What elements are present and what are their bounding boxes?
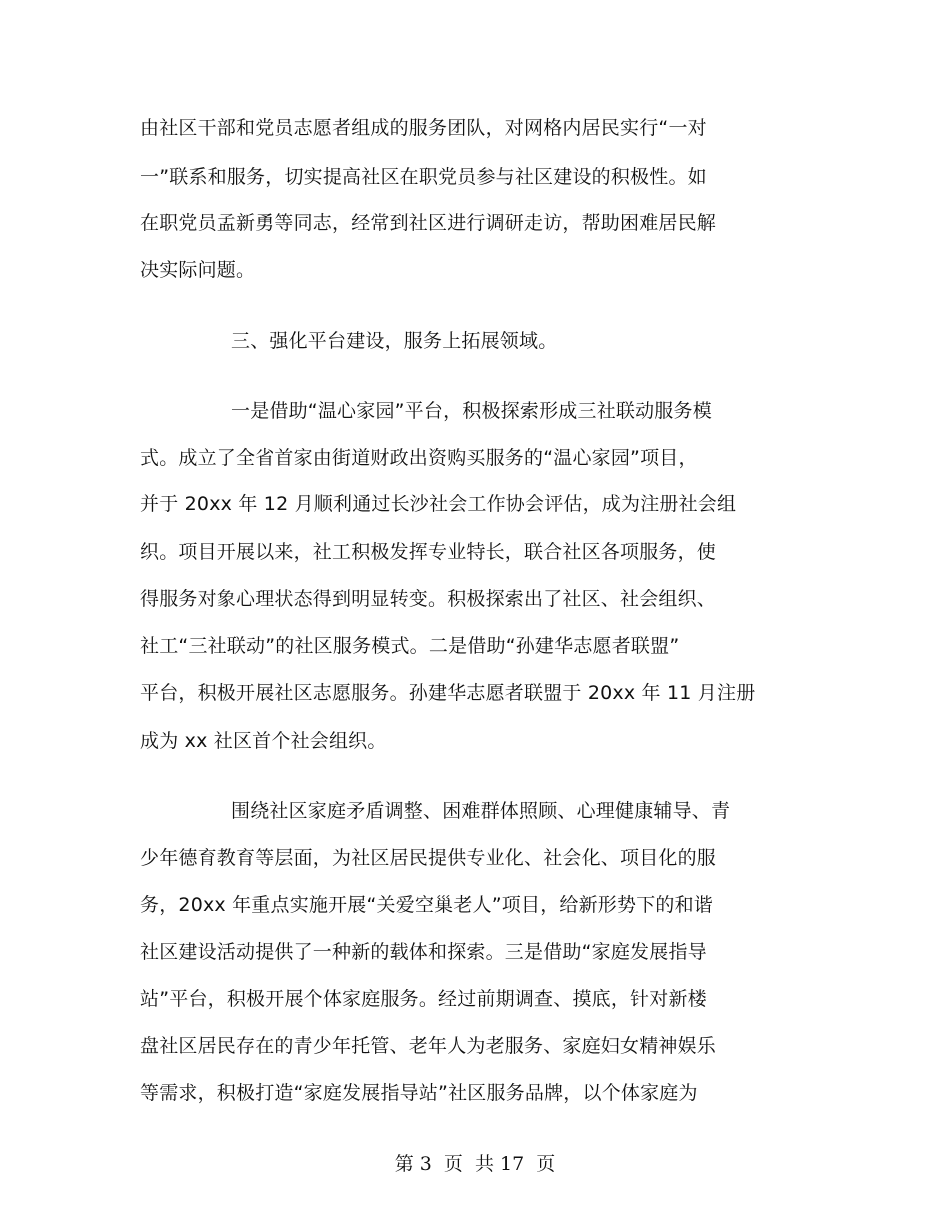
text-line: 盘社区居民存在的青少年托管、老年人为老服务、家庭妇女精神娱乐 [140,1035,717,1057]
page-footer: 第 3 页 共 17 页 [394,1153,556,1175]
text-line: 成为 xx 社区首个社会组织。 [140,730,387,752]
text-line: 围绕社区家庭矛盾调整、困难群体照顾、心理健康辅导、青 [231,800,731,822]
text-line: 得服务对象心理状态得到明显转变。积极探索出了社区、社会组织、 [140,588,717,610]
text-line: 平台，积极开展社区志愿服务。孙建华志愿者联盟于 20xx 年 11 月注册 [140,682,756,704]
text-line: 织。项目开展以来，社工积极发挥专业特长，联合社区各项服务，使 [140,541,717,563]
text-line: 由社区干部和党员志愿者组成的服务团队，对网格内居民实行“一对 [140,117,707,139]
text-line: 社区建设活动提供了一种新的载体和探索。三是借助“家庭发展指导 [140,941,707,963]
section-heading: 三、强化平台建设，服务上拓展领域。 [231,330,558,352]
text-line: 在职党员孟新勇等同志，经常到社区进行调研走访，帮助困难居民解 [140,212,717,234]
text-line: 并于 20xx 年 12 月顺利通过长沙社会工作协会评估，成为注册社会组 [140,493,737,515]
text-line: 一”联系和服务，切实提高社区在职党员参与社区建设的积极性。如 [140,166,707,188]
text-line: 少年德育教育等层面，为社区居民提供专业化、社会化、项目化的服 [140,847,717,869]
text-line: 式。成立了全省首家由街道财政出资购买服务的“温心家园”项目， [140,447,698,469]
text-line: 一是借助“温心家园”平台，积极探索形成三社联动服务模 [231,400,712,422]
text-line: 决实际问题。 [140,259,256,281]
text-line: 站”平台，积极开展个体家庭服务。经过前期调查、摸底，针对新楼 [140,988,707,1010]
text-line: 等需求，积极打造“家庭发展指导站”社区服务品牌，以个体家庭为 [140,1082,698,1104]
text-line: 社工“三社联动”的社区服务模式。二是借助“孙建华志愿者联盟” [140,635,680,657]
text-line: 务，20xx 年重点实施开展“关爱空巢老人”项目，给新形势下的和谐 [140,894,713,916]
